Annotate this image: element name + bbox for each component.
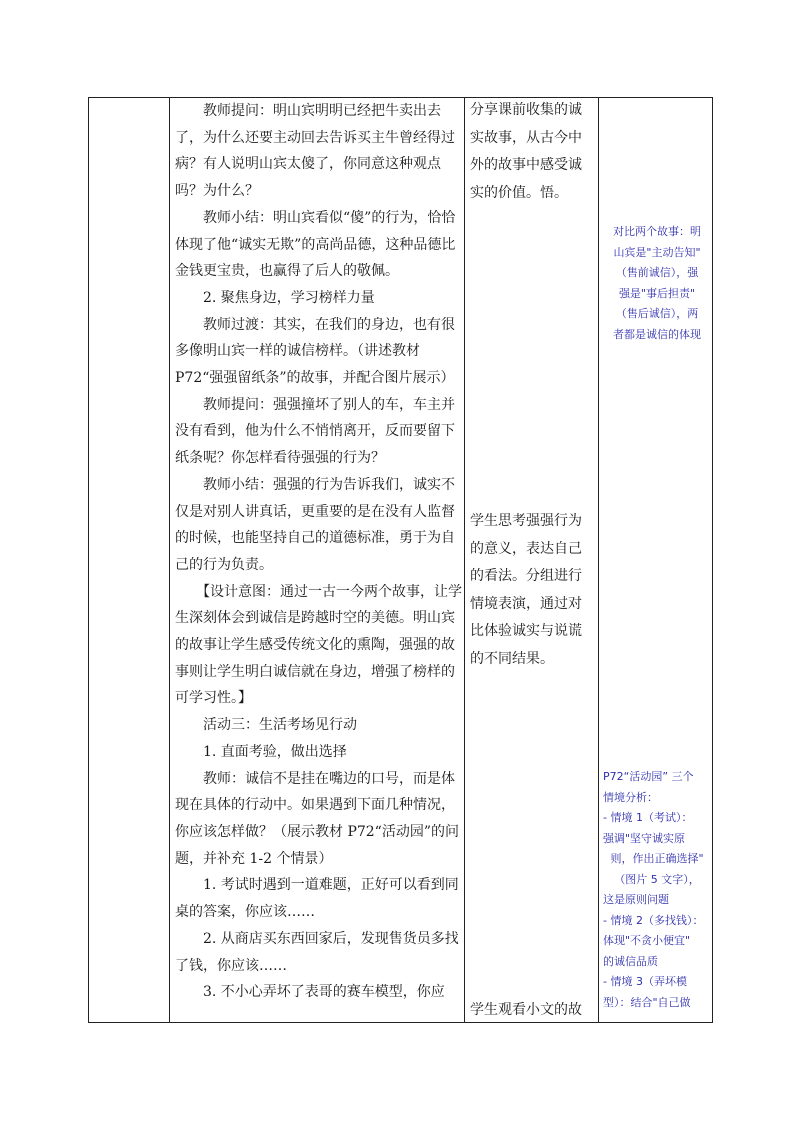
- student-activity-block-3: [470, 997, 598, 1025]
- student-line: 比体验诚实与说谎: [470, 623, 582, 639]
- annotation-line: 则，作出正确选择": [610, 852, 704, 865]
- student-line: 的意义，表达自己: [470, 540, 582, 557]
- paragraph: 教师小结：强强的行为告诉我们，诚实不仅是对别人讲真话，更重要的是在没有人监督的时候，也能坚持自己的道德标准，勇于为自己的行为负责。: [175, 476, 455, 573]
- annotation-line: - 情境 2（多找钱）：: [603, 913, 704, 927]
- paragraph: 教师小结：明山宾看似“傻”的行为，恰恰体现了他“诚实无欺”的高尚品德，这种品德比金钱更宝贵，也赢得了后人的敬佩。: [175, 209, 456, 280]
- paragraph: 教师过渡：其实，在我们的身边，也有很多像明山宾一样的诚信榜样。（讲述教材 P72“强强留纸条”的故事，并配合图片展示）: [175, 316, 455, 387]
- student-line: 实故事，从古今中: [470, 129, 582, 146]
- table-col-border-3: [464, 97, 465, 1023]
- student-activity-block-2: [470, 508, 598, 673]
- section-heading: 1. 直面考验，做出选择: [203, 743, 347, 760]
- annotation-line: 这是原则问题: [603, 893, 669, 906]
- annotation-line: （售后诚信），两: [615, 307, 699, 320]
- annotation-block-1: [603, 222, 711, 345]
- table-col-border-4: [598, 97, 599, 1023]
- annotation-line: 体现"不贪小便宜": [603, 934, 691, 947]
- student-line: 情境表演，通过对: [470, 595, 582, 612]
- table-col-border-1: [88, 97, 89, 1023]
- annotation-line: 对比两个故事：明: [613, 225, 701, 238]
- paragraph: 2. 聚焦身边，学习榜样力量: [203, 289, 375, 306]
- annotation-line: P72“活动园” 三个: [603, 770, 694, 783]
- student-line: 的不同结果。: [470, 650, 554, 667]
- student-line: 的看法。分组进行: [470, 568, 582, 584]
- activity-heading: 活动三：生活考场见行动: [203, 717, 357, 734]
- annotation-line: - 情境 1（考试）：: [603, 811, 693, 824]
- annotation-line: 强调"坚守诚实原: [603, 831, 686, 845]
- annotation-line: （图片 5 文字），: [614, 872, 700, 886]
- paragraph: 教师提问：明山宾明明已经把牛卖出去了，为什么还要主动回去告诉买主牛曾经得过病？有人说明山宾太傻了，你同意这种观点吗？为什么？: [175, 103, 455, 200]
- annotation-line: 的诚信品质: [603, 954, 658, 968]
- annotation-line: （售前诚信），强: [615, 266, 699, 279]
- annotation-line: 型）：结合"自己做: [603, 995, 691, 1009]
- student-activity-block-1: [470, 97, 598, 207]
- student-line: 学生观看小文的故: [470, 1002, 582, 1018]
- annotation-line: 者都是诚信的体现: [613, 327, 701, 341]
- scenario-item: 1. 考试时遇到一道难题，正好可以看到同桌的答案，你应该……: [175, 877, 459, 921]
- student-line: 实的价值。悟。: [470, 184, 568, 201]
- paragraph: 教师提问：强强撞坏了别人的车，车主并没有看到，他为什么不悄悄离开，反而要留下纸条呢？你怎样看待强强的行为？: [175, 396, 455, 467]
- scenario-item: 3. 不小心弄坏了表哥的赛车模型，你应: [203, 984, 445, 1001]
- design-intent-paragraph: 【设计意图：通过一古一今两个故事，让学生深刻体会到诚信是跨越时空的美德。明山宾的故事让学生感受传统文化的熏陶，强强的故事则让学生明白诚信就在身边，增强了榜样的可学习性。】: [175, 583, 462, 707]
- annotation-block-2: [603, 767, 711, 1013]
- annotation-line: - 情境 3（弄坏模: [603, 975, 687, 988]
- student-line: 分享课前收集的诚: [470, 102, 582, 118]
- annotation-line: 情境分析：: [603, 790, 658, 804]
- annotation-line: 山宾是"主动告知": [613, 245, 701, 259]
- student-line: 学生思考强强行为: [470, 513, 582, 529]
- table-bottom-border: [88, 1022, 713, 1023]
- scenario-item: 2. 从商店买东西回家后，发现售货员多找了钱，你应该……: [175, 930, 459, 974]
- annotation-line: 强是"事后担责": [618, 286, 696, 300]
- paragraph: 教师：诚信不是挂在嘴边的口号，而是体现在具体的行动中。如果遇到下面几种情况，你应该怎样做？（展示教材 P72“活动园”的问题，并补充 1-2 个情景）: [175, 770, 459, 867]
- table-col-border-5: [712, 97, 713, 1023]
- student-line: 外的故事中感受诚: [470, 157, 582, 173]
- teaching-process-column: [175, 98, 462, 1006]
- table-col-border-2: [169, 97, 170, 1023]
